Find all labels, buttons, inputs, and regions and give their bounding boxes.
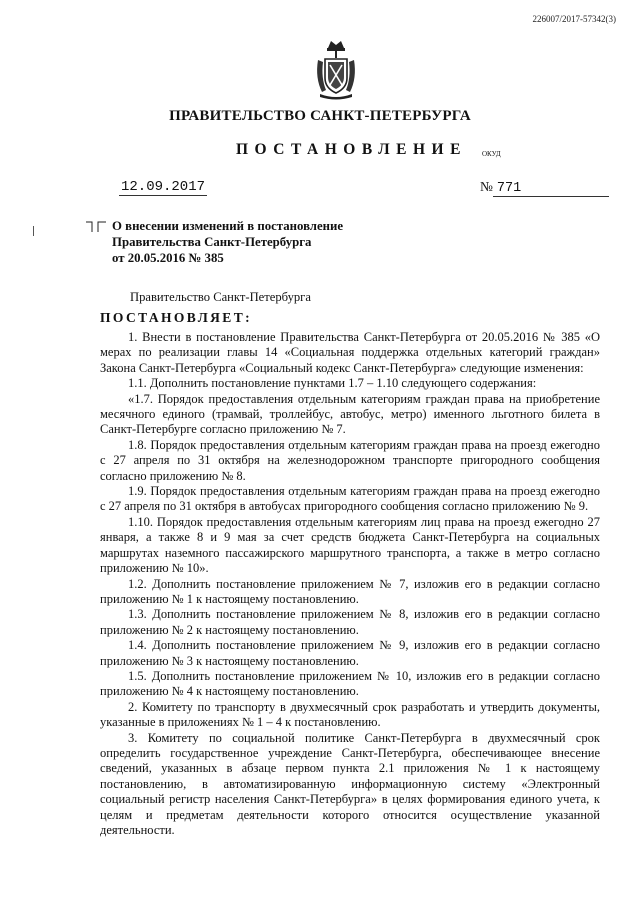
paragraph: 1. Внести в постановление Правительства Санкт-Петербурга от 20.05.2016 № 385 «О мерах по реализации главы 14 «Социальная поддержка отдельных категорий граждан» Закона Санкт-Петербурга «Социальный кодекс Санкт-Петербурга» следующие изменения: — [100, 330, 600, 375]
okud-label: ОКУД — [482, 150, 501, 158]
paragraph: 1.4. Дополнить постановление приложением № 9, изложив его в редакции согласно приложению № 3 к настоящему постановлению. — [100, 638, 600, 668]
number-label: № — [480, 179, 493, 194]
paragraph: 1.3. Дополнить постановление приложением № 8, изложив его в редакции согласно приложению № 2 к настоящему постановлению. — [100, 607, 600, 637]
resolves-heading: ПОСТАНОВЛЯЕТ: — [100, 310, 253, 325]
paragraph: 1.1. Дополнить постановление пунктами 1.7 – 1.10 следующего содержания: — [128, 376, 537, 391]
document-body — [100, 330, 600, 838]
subject-line: Правительства Санкт-Петербурга — [112, 235, 312, 249]
registration-number: 226007/2017-57342(3) — [532, 14, 616, 24]
paragraph: 2. Комитету по транспорту в двухмесячный срок разработать и утвердить документы, указанные в приложениях № 1 – 4 к постановлению. — [100, 699, 600, 730]
paragraph: 3. Комитету по социальной политике Санкт-Петербурга в двухмесячный срок определить государственное учреждение Санкт-Петербурга, обеспечивающее внесение сведений, указанных в абзаце первом пункта 2.1 приложения № 1 к настоящему постановлению, в автоматизированную информационную систему «Электронный социальный регистр населения Санкт-Петербурга» в целях формирования единого учета, к целям и предметам деятельности которого относится осуществление указанной деятельности. — [100, 730, 600, 837]
document-subject — [112, 218, 343, 266]
government-title: ПРАВИТЕЛЬСТВО САНКТ-ПЕТЕРБУРГА — [169, 108, 471, 124]
paragraph: «1.7. Порядок предоставления отдельным категориям граждан права на приобретение месячного единого (трамвай, троллейбус, автобус, метро) именного льготного билета в Санкт-Петербурге согласно приложению № 7. — [100, 391, 600, 437]
paragraph: 1.8. Порядок предоставления отдельным категориям граждан права на проезд ежегодно с 27 апреля по 31 октября на железнодорожном транспорте пригородного сообщения согласно приложению № 8. — [100, 437, 600, 483]
document-number — [480, 179, 609, 197]
subject-line: О внесении изменений в постановление — [112, 219, 344, 233]
document-date: 12.09.2017 — [121, 179, 206, 195]
corner-bracket-icon — [86, 221, 106, 233]
document-type: ПОСТАНОВЛЕНИЕ — [236, 141, 467, 158]
paragraph: 1.10. Порядок предоставления отдельным категориям лиц права на проезд ежегодно 27 января, а также 8 и 9 мая за счет средств бюджета Санкт-Петербурга на социальных маршрутах наземного пассажирского маршрутного транспорта, а также в метро согласно приложению № 10». — [100, 514, 600, 576]
margin-mark — [33, 226, 34, 236]
issuer: Правительство Санкт-Петербурга — [130, 290, 311, 304]
paragraph: 1.5. Дополнить постановление приложением № 10, изложив его в редакции согласно приложению № 4 к настоящему постановлению. — [100, 668, 600, 699]
paragraph: 1.2. Дополнить постановление приложением № 7, изложив его в редакции согласно приложению № 1 к настоящему постановлению. — [100, 576, 600, 606]
subject-line: от 20.05.2016 № 385 — [112, 251, 224, 265]
coat-of-arms-icon — [312, 38, 360, 102]
paragraph: 1.9. Порядок предоставления отдельным категориям граждан права на проезд ежегодно с 27 апреля по 31 октября в автобусах пригородного сообщения согласно приложению № 9. — [100, 484, 600, 514]
number-value: 771 — [493, 181, 609, 197]
